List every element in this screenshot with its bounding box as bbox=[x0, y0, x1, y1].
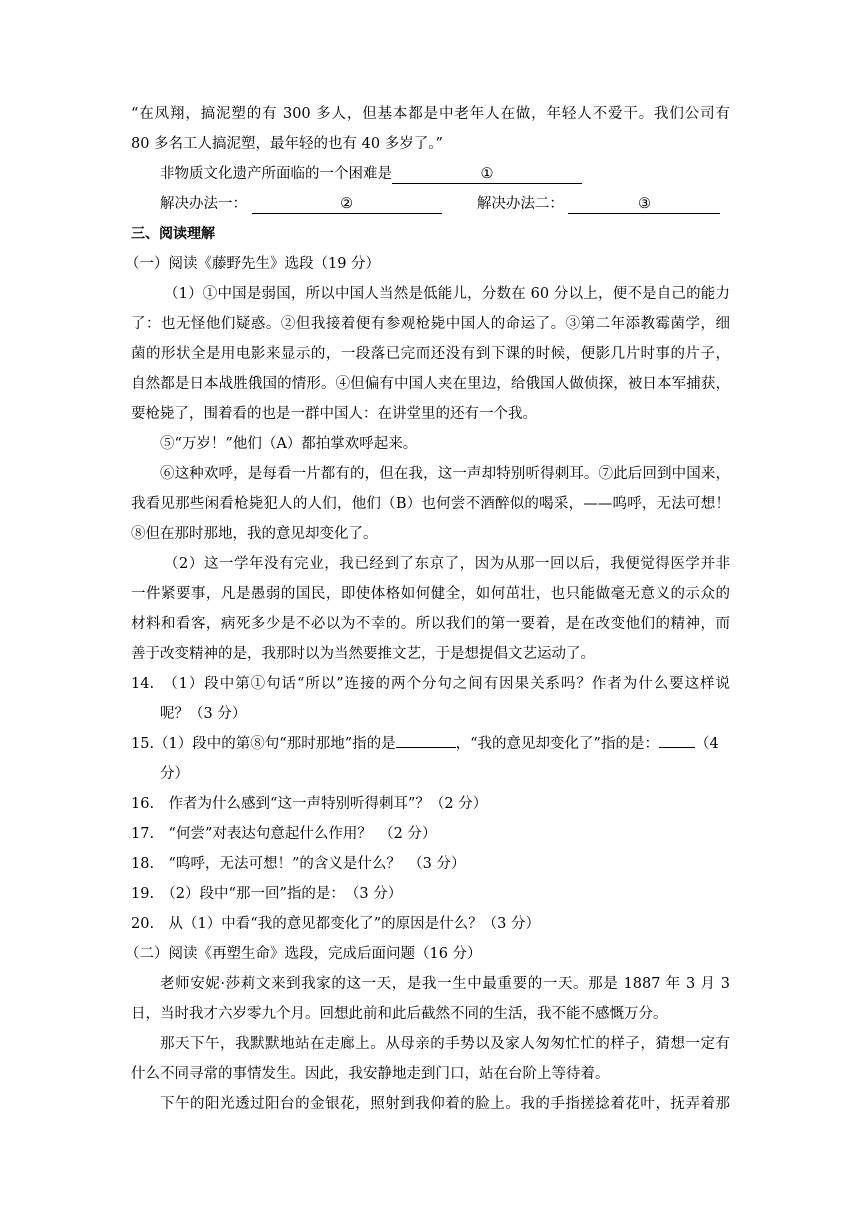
passage-line: 那天下午，我默默地站在走廊上。从母亲的手势以及家人匆匆忙忙的样子，猜想一定有 bbox=[160, 1036, 730, 1052]
answer-blank-3[interactable] bbox=[568, 195, 720, 214]
question-15-blank-a[interactable] bbox=[396, 747, 456, 748]
passage-line: 我看见那些闲看枪毙犯人的人们，他们（B）也何尝不酒醉似的喝采，——呜呼，无法可想！ bbox=[131, 496, 730, 512]
passage-line: 了：也无怪他们疑惑。②但我接着便有参观枪毙中国人的命运了。③第二年添教霉菌学，细 bbox=[131, 316, 730, 332]
passage-line: 自然都是日本战胜俄国的情形。④但偏有中国人夹在里边，给俄国人做侦探，被日本军捕获， bbox=[131, 376, 730, 392]
blank-marker-1: ① bbox=[480, 166, 494, 182]
passage-line: 材料和看客，病死多少是不必以为不幸的。所以我们的第一要着，是在改变他们的精神，而 bbox=[131, 616, 730, 632]
question-15-blank-b[interactable] bbox=[659, 747, 695, 748]
passage-line: 日，当时我才六岁零九个月。回想此前和此后截然不同的生活，我不能不感慨万分。 bbox=[131, 1006, 668, 1022]
question-15-mid: ，“我的意见却变化了”指的是： bbox=[455, 736, 659, 752]
answer-blank-2[interactable] bbox=[252, 195, 442, 214]
question-14-cont: 呢？（3 分） bbox=[160, 706, 247, 722]
passage-line: 菌的形状全是用电影来显示的，一段落已完而还没有到下课的时候，便影几片时事的片子， bbox=[131, 346, 730, 362]
passage-line: ⑧但在那时那地，我的意见却变化了。 bbox=[131, 526, 378, 542]
passage-line: 老师安妮·莎莉文来到我家的这一天，是我一生中最重要的一天。那是 1887 年 3 月 3 bbox=[160, 976, 730, 992]
solution1-label: 解决办法一： bbox=[160, 196, 247, 212]
intro-quote-line: 80 多名工人搞泥塑，最年轻的也有 40 多岁了。” bbox=[131, 136, 443, 152]
blank-marker-2: ② bbox=[340, 196, 354, 212]
question-17: 17. “何尝”对表达句意起什么作用？ （2 分） bbox=[131, 826, 437, 842]
question-15-prefix: 15.（1）段中的第⑧句“那时那地”指的是 bbox=[131, 736, 396, 752]
question-15 bbox=[131, 734, 730, 754]
question-15-score: （4 bbox=[694, 736, 719, 752]
passage-line: 下午的阳光透过阳台的金银花，照射到我仰着的脸上。我的手指搓捻着花叶，抚弄着那 bbox=[160, 1096, 730, 1112]
passage-line: 一件紧要事，凡是愚弱的国民，即使体格如何健全，如何茁壮，也只能做毫无意义的示众的 bbox=[131, 586, 730, 602]
question-19: 19. （2）段中“那一回”指的是： （3 分） bbox=[131, 886, 403, 902]
question-16: 16. 作者为什么感到“这一声特别听得刺耳”？（2 分） bbox=[131, 796, 488, 812]
difficulty-fill-line bbox=[160, 164, 730, 184]
passage-line: 善于改变精神的是，我那时以为当然要推文艺，于是想提倡文艺运动了。 bbox=[131, 646, 595, 662]
passage-line: （1）①中国是弱国，所以中国人当然是低能儿，分数在 60 分以上，便不是自己的能力 bbox=[164, 286, 730, 302]
difficulty-prompt: 非物质文化遗产所面临的一个困难是 bbox=[160, 166, 392, 182]
passage-line: ⑤“万岁！”他们（A）都拍掌欢呼起来。 bbox=[160, 436, 418, 452]
passage-line: （2）这一学年没有完业，我已经到了东京了，因为从那一回以后，我便觉得医学并非 bbox=[164, 556, 730, 572]
question-18: 18. “呜呼，无法可想！”的含义是什么？ （3 分） bbox=[131, 856, 466, 872]
solutions-fill-line bbox=[160, 194, 730, 214]
answer-blank-1[interactable] bbox=[392, 165, 582, 184]
question-15-cont: 分） bbox=[160, 766, 189, 782]
question-20: 20. 从（1）中看“我的意见都变化了”的原因是什么？（3 分） bbox=[131, 916, 540, 932]
part1-heading: （一）阅读《藤野先生》选段（19 分） bbox=[125, 256, 381, 272]
section-heading: 三、阅读理解 bbox=[131, 226, 215, 242]
passage-line: 要枪毙了，围着看的也是一群中国人：在讲堂里的还有一个我。 bbox=[131, 406, 537, 422]
blank-marker-3: ③ bbox=[637, 196, 651, 212]
part2-heading: （二）阅读《再塑生命》选段，完成后面问题（16 分） bbox=[125, 946, 482, 962]
solution2-label: 解决办法二： bbox=[476, 196, 564, 212]
intro-quote-line: “在凤翔，搞泥塑的有 300 多人，但基本都是中老年人在做，年轻人不爱干。我们公司有 bbox=[131, 106, 730, 122]
question-14: 14. （1）段中第①句话“所以”连接的两个分句之间有因果关系吗？作者为什么要这样说 bbox=[131, 676, 730, 692]
passage-line: 什么不同寻常的事情发生。因此，我安静地走到门口，站在台阶上等待着。 bbox=[131, 1066, 610, 1082]
passage-line: ⑥这种欢呼，是每看一片都有的，但在我，这一声却特别听得刺耳。⑦此后回到中国来， bbox=[160, 466, 730, 482]
